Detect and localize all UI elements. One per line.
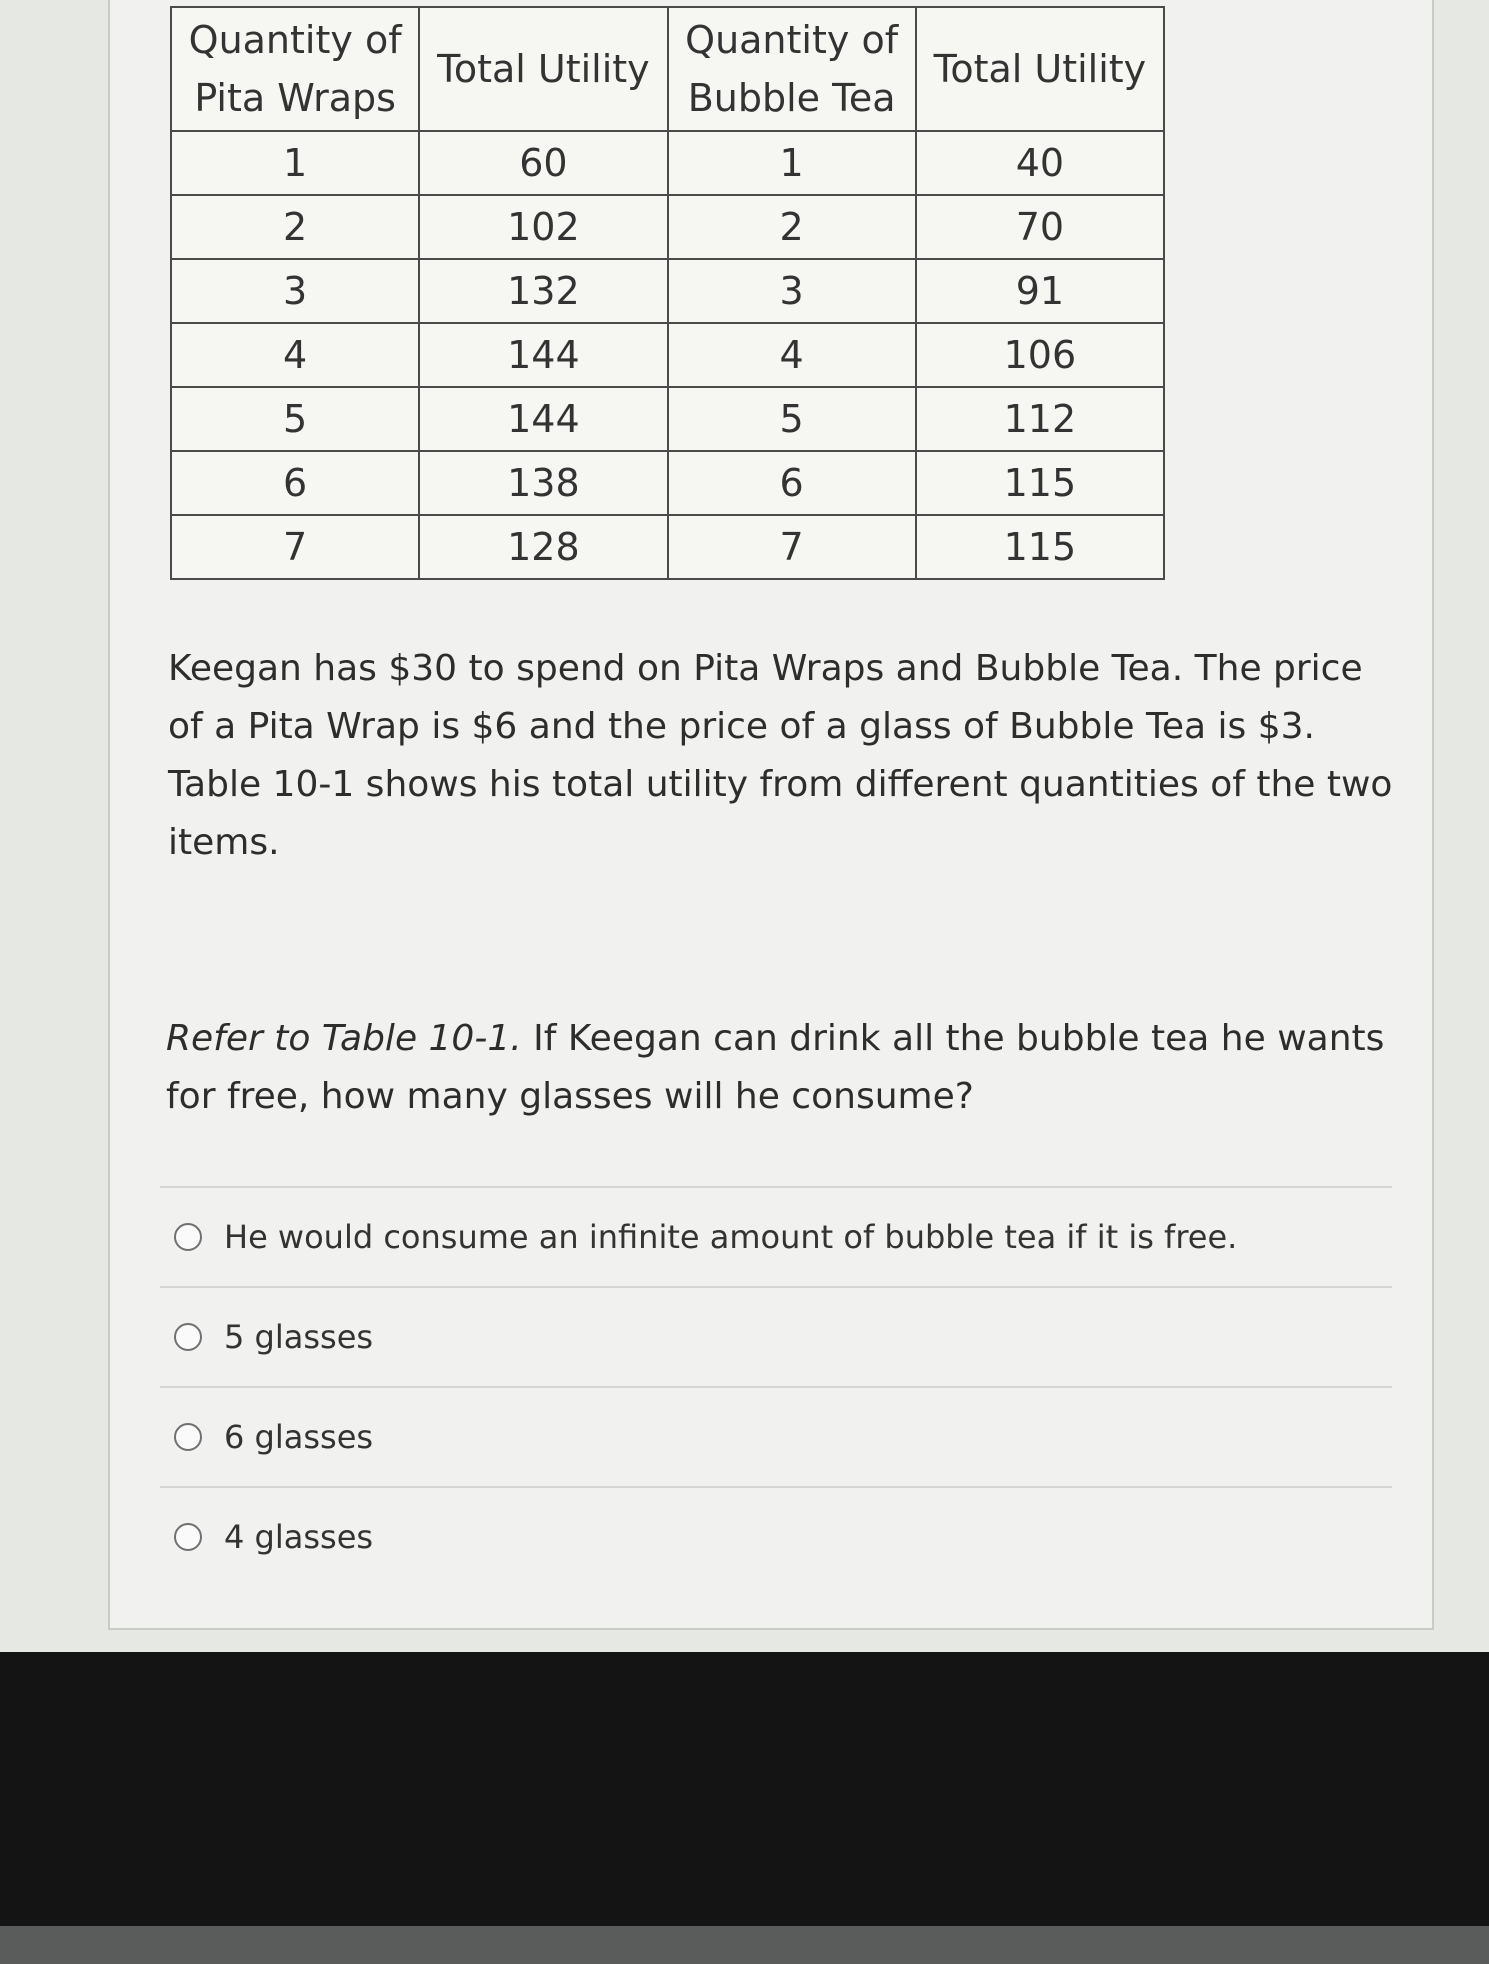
answer-option-5-glasses[interactable] [160, 1288, 1392, 1386]
answer-option-4-glasses[interactable] [160, 1488, 1392, 1586]
answer-options [160, 1186, 1392, 1586]
table-row [171, 195, 1164, 259]
table-cell: 112 [916, 387, 1164, 451]
header-utility-tea: Total Utility [916, 7, 1164, 131]
table-header-row [171, 7, 1164, 131]
radio-button-icon[interactable] [174, 1323, 202, 1351]
option-label: 5 glasses [224, 1318, 374, 1356]
option-label: 4 glasses [224, 1518, 374, 1556]
table-cell: 102 [419, 195, 667, 259]
table-row [171, 451, 1164, 515]
table-cell: 6 [668, 451, 916, 515]
option-label: 6 glasses [224, 1418, 374, 1456]
header-utility-pita: Total Utility [419, 7, 667, 131]
table-cell: 115 [916, 451, 1164, 515]
table-cell: 1 [668, 131, 916, 195]
table-cell: 3 [668, 259, 916, 323]
utility-table [170, 6, 1165, 580]
table-cell: 128 [419, 515, 667, 579]
table-cell: 4 [668, 323, 916, 387]
table-cell: 138 [419, 451, 667, 515]
table-cell: 144 [419, 387, 667, 451]
option-label: He would consume an infinite amount of bubble tea if it is free. [224, 1218, 1238, 1256]
table-cell: 5 [171, 387, 419, 451]
answer-option-infinite[interactable] [160, 1188, 1392, 1286]
monitor-bezel [0, 1652, 1489, 1964]
table-cell: 7 [668, 515, 916, 579]
question-text [166, 1010, 1406, 1126]
intro-paragraph: Keegan has $30 to spend on Pita Wraps and Bubble Tea. The price of a Pita Wrap is $6 and the price of a glass of Bubble Tea is $3. Table 10-1 shows his total utility from different quantities of the two items. [168, 648, 1393, 863]
table-row [171, 259, 1164, 323]
table-cell: 132 [419, 259, 667, 323]
table-cell: 60 [419, 131, 667, 195]
table-cell: 3 [171, 259, 419, 323]
monitor-base [0, 1926, 1489, 1964]
table-cell: 2 [668, 195, 916, 259]
question-body: If Keegan can drink all the bubble tea he wants for free, how many glasses will he consume? [166, 1018, 1385, 1117]
table-row [171, 131, 1164, 195]
table-cell: 4 [171, 323, 419, 387]
table-cell: 7 [171, 515, 419, 579]
table-cell: 1 [171, 131, 419, 195]
question-reference: Refer to Table 10-1. [166, 1018, 522, 1059]
table-cell: 5 [668, 387, 916, 451]
radio-button-icon[interactable] [174, 1223, 202, 1251]
table-cell: 6 [171, 451, 419, 515]
header-quantity-pita: Quantity of Pita Wraps [171, 7, 419, 131]
radio-button-icon[interactable] [174, 1523, 202, 1551]
table-row [171, 387, 1164, 451]
table-cell: 40 [916, 131, 1164, 195]
table-cell: 2 [171, 195, 419, 259]
table-cell: 106 [916, 323, 1164, 387]
table-row [171, 515, 1164, 579]
table-cell: 144 [419, 323, 667, 387]
table-row [171, 323, 1164, 387]
header-quantity-tea: Quantity of Bubble Tea [668, 7, 916, 131]
table-cell: 91 [916, 259, 1164, 323]
answer-option-6-glasses[interactable] [160, 1388, 1392, 1486]
radio-button-icon[interactable] [174, 1423, 202, 1451]
table-cell: 70 [916, 195, 1164, 259]
table-cell: 115 [916, 515, 1164, 579]
